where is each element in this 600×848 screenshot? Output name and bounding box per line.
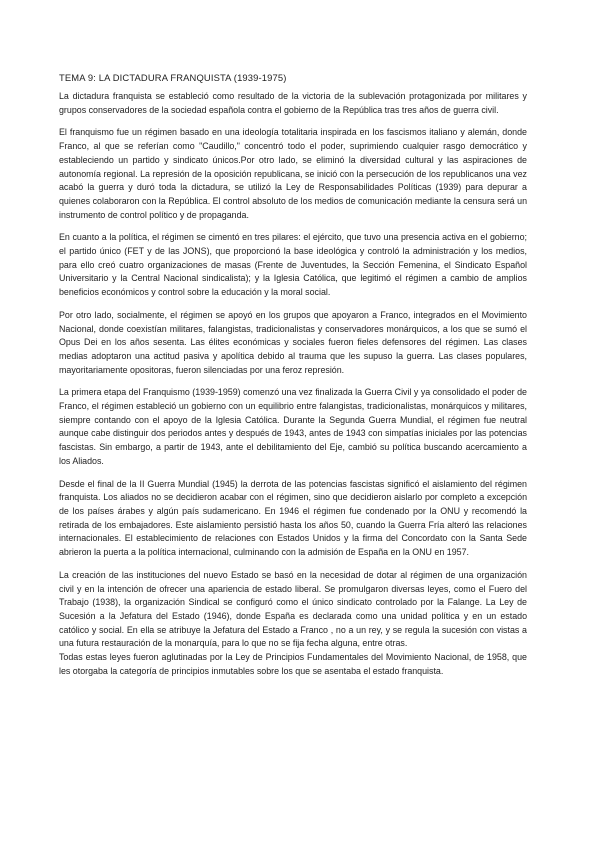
paragraph-introduction: La dictadura franquista se estableció como resultado de la victoria de la sublevación protagonizada por militares y grupos conservadores de la sociedad española contra el gobierno de la República tras tres años de guerra civil. [59, 91, 527, 115]
paragraph-isolation: Desde el final de la II Guerra Mundial (1945) la derrota de las potencias fascistas significó el aislamiento del régimen franquista. Los aliados no se decidieron acabar con el régimen, sino que decidieron aislarlo por completo a excepción de los países árabes y algún país sudamericano. En 1946 el régimen fue condenado por la ONU y recomendó la retirada de los embajadores. Este aislamiento persistió hasta los años 50, cuando la Guerra Fría alteró las relaciones internacionales. El establecimiento de relaciones con Estados Unidos y la firma del Concordato con la Santa Sede abrieron la puerta a la política internacional, culminando con la admisión de España en la ONU en 1957. [59, 478, 527, 558]
paragraph-fundamental-principles: Todas estas leyes fueron aglutinadas por la Ley de Principios Fundamentales del Movimiento Nacional, de 1958, que les otorgaba la categoría de principios inmutables sobre los que se asentaba el estado franquista. [59, 652, 527, 676]
paragraph-social-support: Por otro lado, socialmente, el régimen se apoyó en los grupos que apoyaron a Franco, integrados en el Movimiento Nacional, donde coexistían militares, falangistas, tradicionalistas y conservadores monárquicos, a los que se sumó el Opus Dei en los años sesenta. Las élites económicas y sociales fueron fieles defensores del régimen. Las clases medias adoptaron una actitud pasiva y apolítica debido al trauma que les supuso la guerra. Las clases populares, mayoritariamente opositoras, fueron silenciadas por una feroz represión. [59, 309, 527, 375]
document-page [59, 71, 527, 687]
paragraph-ideology: El franquismo fue un régimen basado en una ideología totalitaria inspirada en los fascismos italiano y alemán, donde Franco, al que se referían como "Caudillo," concentró todo el poder, suprimiendo cualquier rasgo democrático y estableciendo un partido y sindicato únicos.Por otro lado, se eliminó la diversidad cultural y las aspiraciones de autonomía regional. La represión de la oposición republicana, se inició con la persecución de los republicanos una vez acabó la guerra y duró toda la dictadura, se utilizó la Ley de Responsabilidades Políticas (1939) para depurar a quienes colaboraron con la República. El control absoluto de los medios de comunicación mediante la censura será un instrumento de control político y de propaganda. [59, 127, 527, 220]
paragraph-political-pillars: En cuanto a la política, el régimen se cimentó en tres pilares: el ejército, que tuvo una presencia activa en el gobierno; el partido único (FET y de las JONS), que proporcionó la base ideológica y controló la administración y los medios, para ello creó cuatro organizaciones de masas (Frente de Juventudes, la Sección Femenina, el Sindicato Español Universitario y la Central Nacional sindicalista); y la Iglesia Católica, que legitimó el régimen a cambio de amplios beneficios económicos y control sobre la educación y la moral social. [59, 232, 527, 298]
paragraph-first-stage: La primera etapa del Franquismo (1939-1959) comenzó una vez finalizada la Guerra Civil y ya consolidado el poder de Franco, el régimen estableció un gobierno con un equilibrio entre falangistas, tradicionalistas, monárquicos y militares, siempre contando con el apoyo de la Iglesia Católica. Durante la Segunda Guerra Mundial, el régimen fue neutral aunque cabe distinguir dos periodos antes y después de 1943, antes de 1943 con simpatías iniciales por las potencias fascistas. Sin embargo, a partir de 1943, ante el debilitamiento del Eje, cambió su política buscando acercamiento a los Aliados. [59, 387, 527, 466]
document-title: TEMA 9: LA DICTADURA FRANQUISTA (1939-1975) [59, 72, 287, 83]
paragraph-institutions: La creación de las instituciones del nuevo Estado se basó en la necesidad de dotar al régimen de una organización civil y en la intención de ofrecer una apariencia de estado liberal. Se promulgaron diversas leyes, como el Fuero del Trabajo (1938), la organización Sindical se configuró como el único sindicato controlado por la Falange. La Ley de Sucesión a la Jefatura del Estado (1946), donde España es declarada como una unidad política y en un estado católico y social. En ella se atribuye la Jefatura del Estado a Franco , no a un rey, y se regula la sucesión con vistas a una futura restauración de la monarquía, para lo que no se fija fecha alguna, entre otras. [59, 569, 527, 649]
